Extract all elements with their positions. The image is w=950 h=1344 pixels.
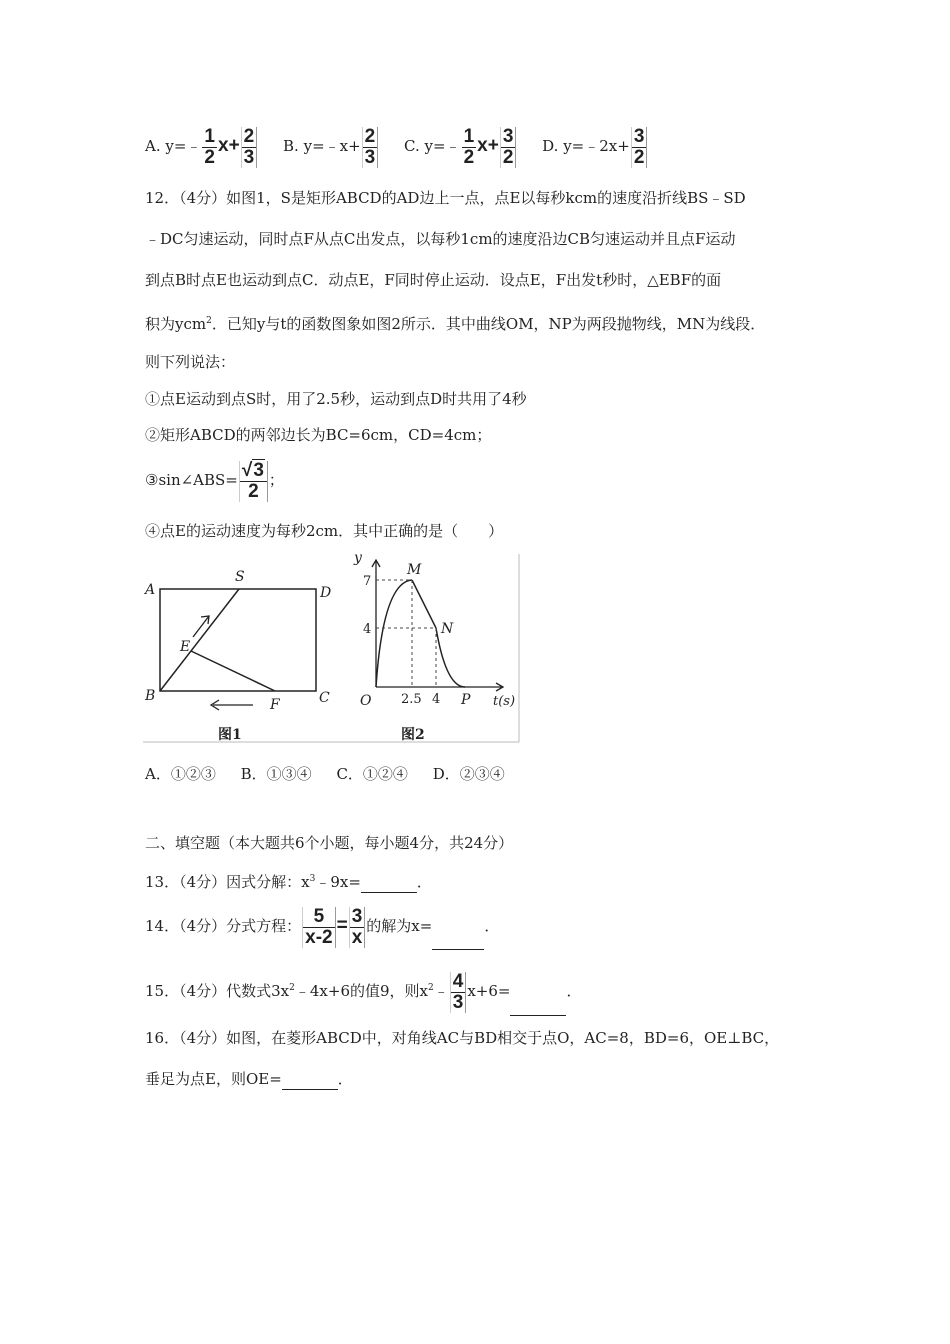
q12-line-2: ﹣DC匀速运动，同时点F从点C出发点，以每秒1cm的速度沿边CB匀速运动并且点F运动 (145, 230, 736, 248)
figure-1 (143, 569, 331, 743)
caption-fig2: 图2 (401, 727, 425, 743)
segment-mn (412, 580, 436, 628)
q12-line-5: 则下列说法： (145, 353, 236, 371)
answer-blank (432, 903, 484, 950)
q11-option-c: C. y=﹣ $\frac{1}{2}$ x+ $\frac{3}{2}$ (404, 125, 517, 168)
answer-blank (282, 1069, 338, 1090)
fraction: $\frac{2}{3}$ (362, 127, 379, 168)
tick-y-7: 7 (363, 574, 372, 589)
q12-option-b: B．①③④ (240, 765, 312, 783)
fraction: $\frac{3}{x}$ (349, 907, 366, 948)
label-a: A (145, 582, 156, 598)
label-e: E (180, 639, 191, 655)
q16-line-1: 16．（4分）如图，在菱形ABCD中，对角线AC与BD相交于点O，AC=8，BD=6，OE⊥BC， (145, 1029, 780, 1047)
q12-line-4: 积为ycm$^2$．已知y与t的函数图象如图2所示．其中曲线OM，NP为两段抛物线，MN为线段． (145, 315, 766, 333)
q12-statement-3: ③sin∠ABS= $\frac{√3}{2}$ ； (145, 459, 284, 502)
arrow-up (193, 616, 209, 637)
q12-figures (143, 552, 523, 751)
q16-line-2: 垂足为点E，则OE= ． (145, 1070, 353, 1088)
tick-x-2-5: 2.5 (401, 692, 422, 707)
q12-option-d: D．②③④ (432, 765, 505, 783)
label-m: M (407, 562, 422, 578)
segment-bs (160, 589, 239, 691)
figure-2 (353, 552, 515, 743)
q12-option-c: C．①②④ (336, 765, 408, 783)
fraction: $\frac{1}{2}$ (463, 125, 475, 168)
q11-options (145, 125, 668, 167)
fraction: $\frac{4}{3}$ (450, 972, 467, 1013)
tick-y-4: 4 (363, 622, 372, 637)
section-heading: 二、填空题（本大题共6个小题，每小题4分，共24分） (145, 834, 514, 852)
label-t: t(s) (493, 694, 516, 709)
fraction: $\frac{3}{2}$ (500, 127, 517, 168)
q12-statement-4: ④点E的运动速度为每秒2cm．其中正确的是（ ） (145, 522, 504, 540)
segment-ef (191, 651, 275, 691)
q11-option-a: A. y=﹣ $\frac{1}{2}$ x+ $\frac{2}{3}$ (145, 125, 258, 168)
label-o: O (360, 693, 372, 709)
fraction: $\frac{√3}{2}$ (239, 461, 268, 502)
figure-panel (143, 552, 523, 747)
label-y: y (354, 552, 362, 566)
label-b: B (145, 688, 156, 704)
answer-blank (361, 872, 417, 893)
tick-x-4: 4 (432, 692, 441, 707)
q11-option-b: B. y=﹣x+ $\frac{2}{3}$ (283, 125, 379, 168)
q13: 13．（4分）因式分解：$x^3﹣9x=$ ． (145, 873, 432, 891)
q12-statement-2: ②矩形ABCD的两邻边长为BC=6cm，CD=4cm； (145, 426, 492, 444)
q12-statement-1: ①点E运动到点S时，用了2.5秒，运动到点D时共用了4秒 (145, 390, 527, 408)
fraction: $\frac{1}{2}$ (204, 125, 215, 168)
label-c: C (319, 690, 330, 706)
q11-option-d: D. y=﹣2x+ $\frac{3}{2}$ (542, 125, 648, 168)
q12-options (145, 764, 525, 784)
q14: 14．（4分）分式方程： $\frac{5}{x-2}$ = $\frac{3}{x}$ 的解为x= ． (145, 903, 499, 949)
q12-option-a: A．①②③ (145, 765, 216, 783)
q12-line-3: 到点B时点E也运动到点C．动点E，F同时停止运动．设点E，F出发t秒时，△EBF的面 (145, 271, 722, 289)
label-s: S (235, 569, 245, 585)
label-n: N (441, 621, 454, 637)
label-d: D (320, 585, 332, 601)
fraction: $\frac{2}{3}$ (241, 127, 258, 168)
label-p: P (461, 692, 471, 708)
fraction: $\frac{3}{2}$ (631, 127, 648, 168)
q12-line-1: 12．（4分）如图1，S是矩形ABCD的AD边上一点，点E以每秒kcm的速度沿折线BS﹣SD (145, 189, 746, 207)
q15: 15．（4分）代数式$3x^2﹣4x+6$的值9，则$x^2﹣$ $\frac{4}{3}$ x+6= ． (145, 964, 581, 1012)
label-f: F (270, 697, 280, 713)
fraction: $\frac{5}{x-2}$ (302, 907, 335, 948)
answer-blank (510, 967, 566, 1016)
caption-fig1: 图1 (218, 727, 242, 743)
curve-om (376, 580, 412, 687)
